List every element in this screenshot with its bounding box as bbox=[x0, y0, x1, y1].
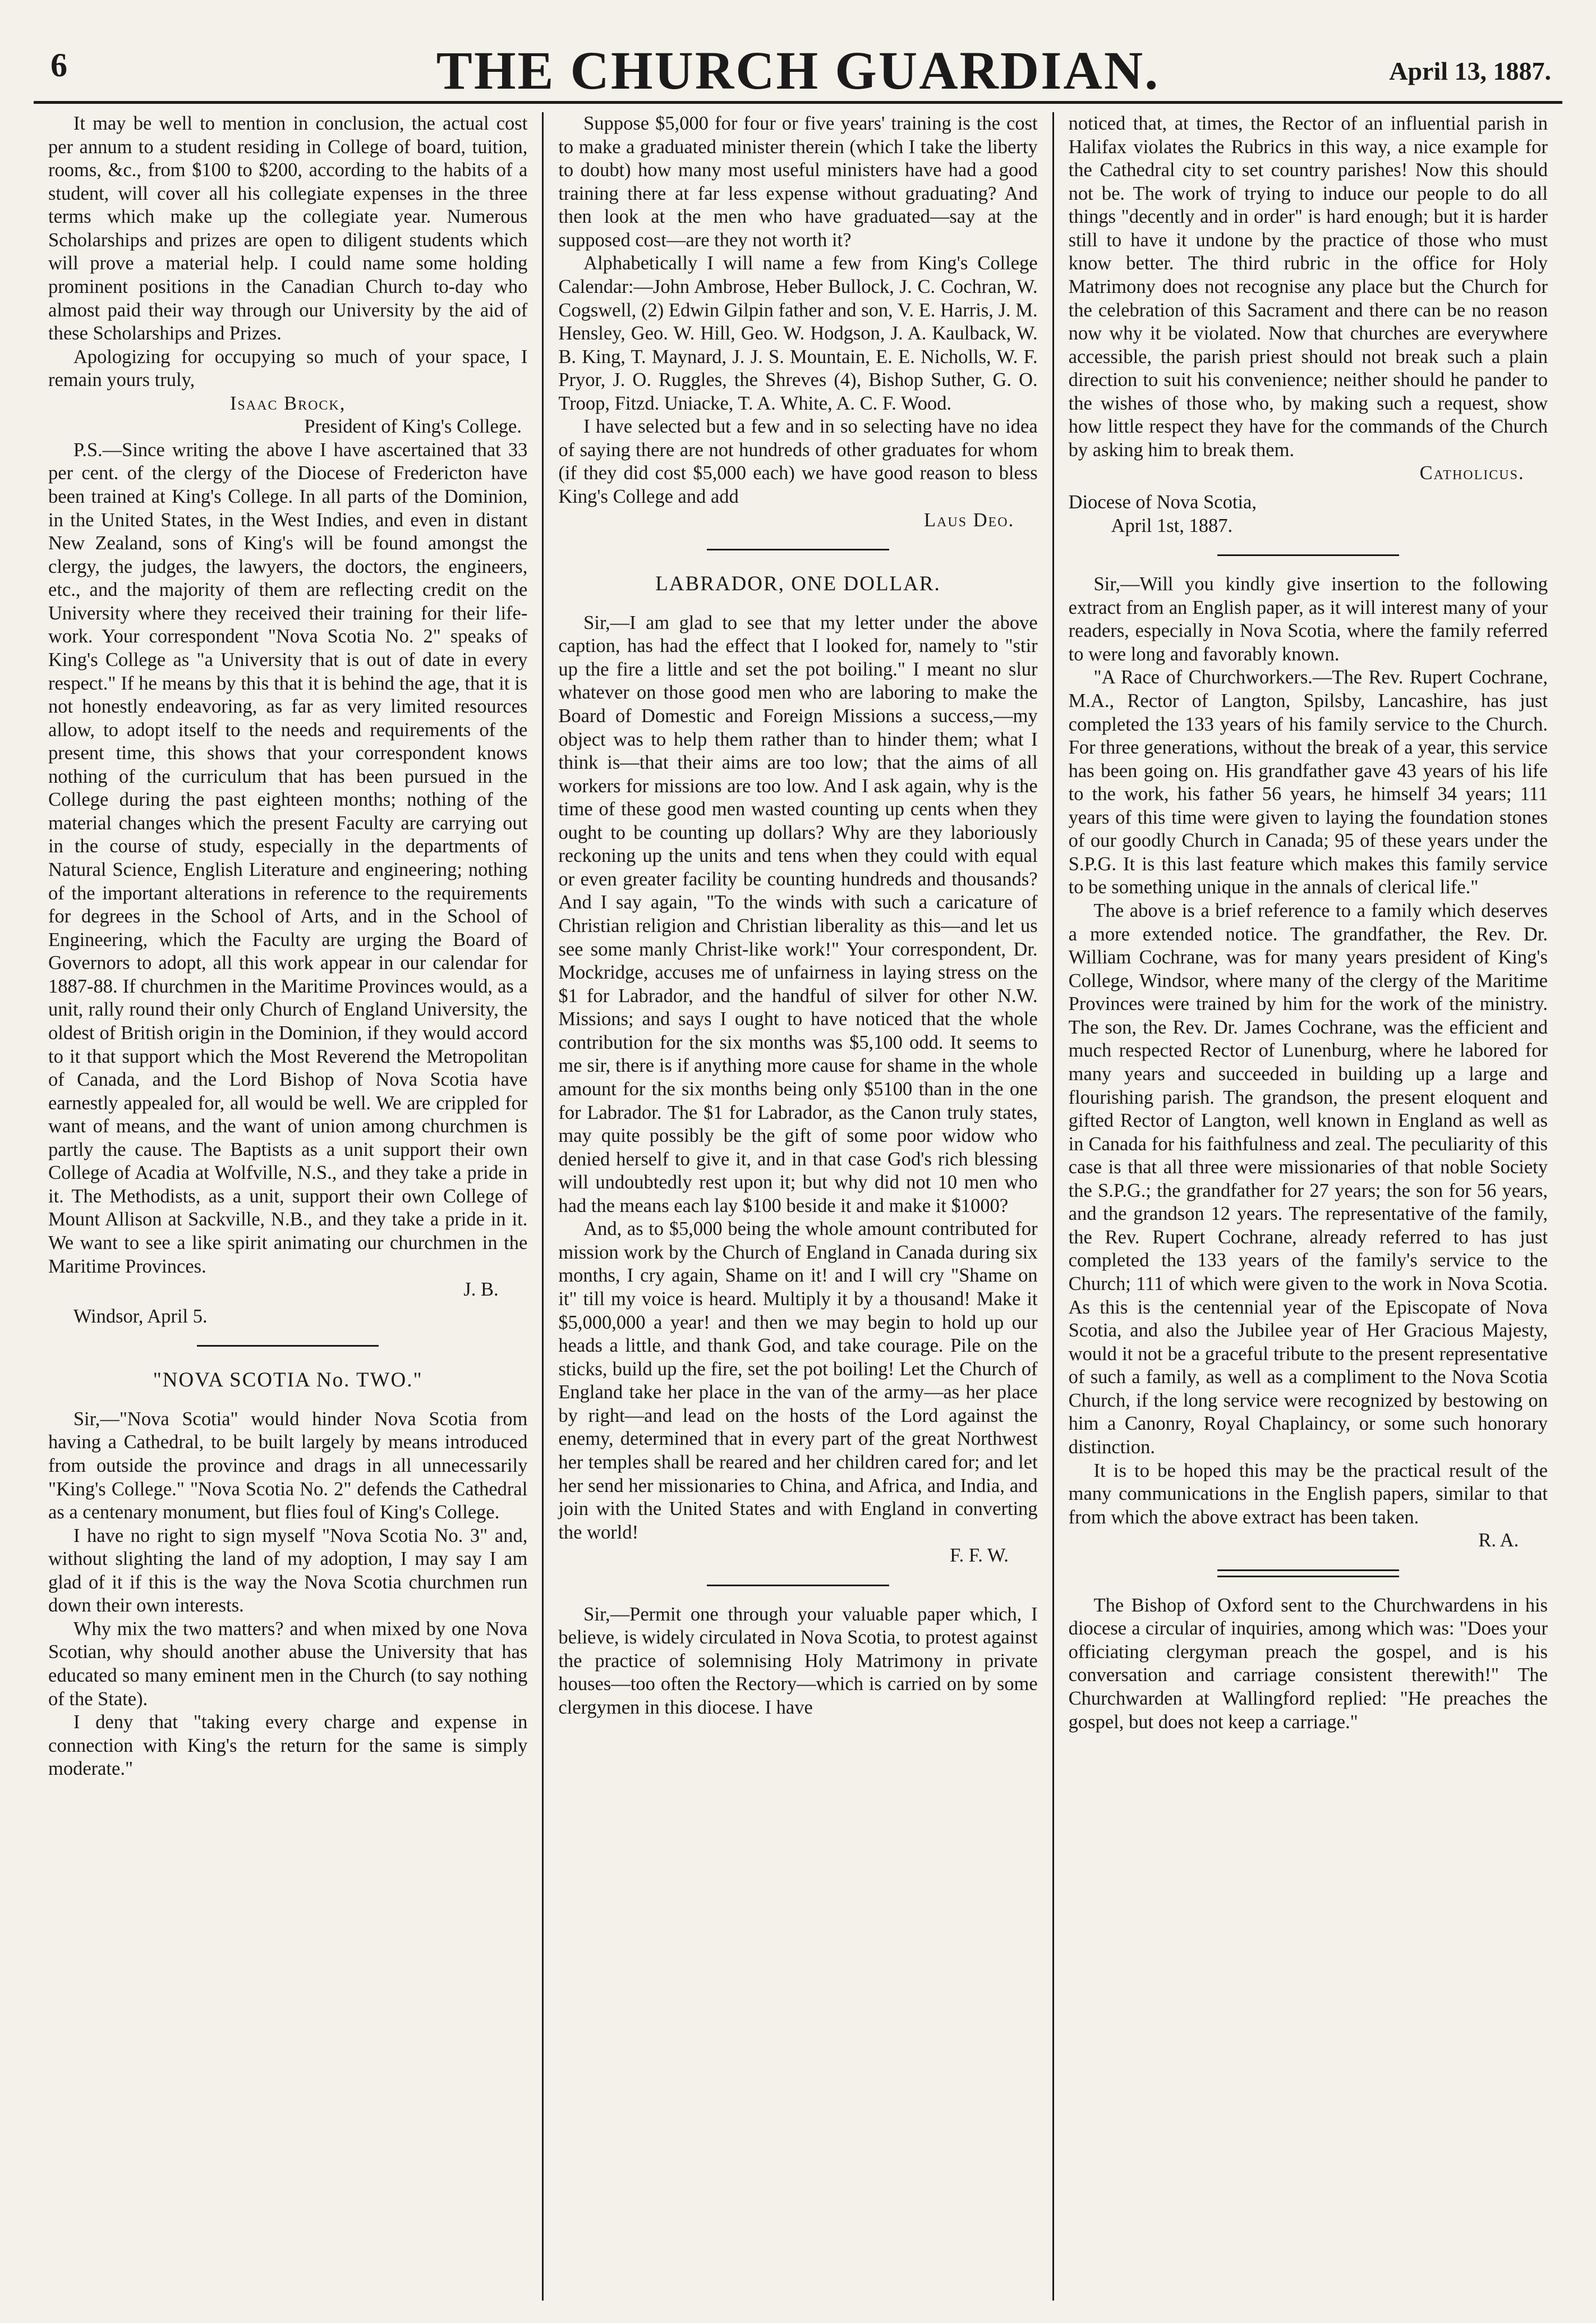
signature-initials: R. A. bbox=[1478, 1530, 1519, 1551]
article-heading-labrador: LABRADOR, ONE DOLLAR. bbox=[655, 572, 941, 596]
page-number: 6 bbox=[50, 47, 67, 84]
article-paragraph: Sir,—Will you kindly give insertion to the following extract from an English paper, as it will interest many of your readers, especially in Nova Scotia, where the family referred to were long and favorably known. bbox=[1068, 573, 1548, 665]
article-paragraph: And, as to $5,000 being the whole amount contributed for mission work by the Church of England in Canada during six months, I cry again, Shame on it! and I will cry "Shame on it" till my voice is heard. Multiply it by a thousand! Make it $5,000,000 a year! and then we may begin to hold up our heads a little, and thank God, and take courage. Pile on the sticks, build up the fire, set the pot boiling! Let the Church of England take her place in the van of the army—as her place by right—and lead on the hosts of the Lord against the enemy, determined that in every part of the great Northwest her temples shall be reared and her children cared for; and let her send her missionaries to China, and Africa, and India, and join with the United States and with England in converting the world! bbox=[558, 1218, 1038, 1543]
closing-laus-deo: Laus Deo. bbox=[924, 509, 1015, 531]
section-divider bbox=[707, 1585, 889, 1586]
signature-title: President of King's College. bbox=[304, 416, 522, 438]
signature-pseudonym: Catholicus. bbox=[1419, 462, 1525, 484]
article-paragraph: The above is a brief reference to a family which deserves a more extended notice. The grandfather, the Rev. Dr. William Cochrane, was for many years president of King's College, Windsor, where many of the clergy of the Maritime Provinces were trained by him for the work of the ministry. The son, the Rev. Dr. James Cochrane, was the efficient and much respected Rector of Lunenburg, where he labored for many years and succeeded in building up a large and flourishing parish. The grandson, the present eloquent and gifted Rector of Langton, well known in England as well as in Canada for his faithfulness and zeal. The peculiarity of this case is that all three were missionaries of that noble Society the S.P.G.; the grandfather for 27 years; the son for 56 years, and the grandson 12 years. The representative of the family, the Rev. Rupert Cochrane, already referred to has just completed the 133 years of the family's service to the Church; 111 of which were given to the work in Nova Scotia. As this is the centennial year of the Episcopate of Nova Scotia, and also the Jubilee year of Her Gracious Majesty, would it not be a graceful tribute to the present representative of such a family, as well as a compliment to the Nova Scotia Church, if the long service were recognized by bestowing on him a Canonry, Royal Chaplaincy, or some such honorary distinction. bbox=[1068, 900, 1548, 1458]
section-divider bbox=[1217, 1569, 1400, 1577]
columns bbox=[34, 112, 1562, 2301]
article-paragraph: Sir,—Permit one through your valuable paper which, I believe, is widely circulated in Nova Scotia, to protest against the practice of solemnising Holy Matrimony in private houses—too often the Rectory—which is carried on by some clergymen in this diocese. I have bbox=[558, 1603, 1038, 1719]
column-2 bbox=[542, 112, 1052, 2301]
letter-place-date bbox=[1069, 491, 1548, 538]
article-paragraph: The Bishop of Oxford sent to the Churchwardens in his diocese a circular of inquiries, among which was: "Does your officiating clergyman preach the gospel, and is his conversation and carriage consistent therewith!" The Churchwarden at Wallingford replied: "He preaches the gospel, but does not keep a carriage." bbox=[1068, 1594, 1548, 1733]
article-paragraph: noticed that, at times, the Rector of an influential parish in Halifax violates the Rubrics in this way, a nice example for the Cathedral city to set country parishes! Now this should not be. The work of trying to induce our people to do all things "decently and in order" is hard enough; but it is harder still to have it undone by the practice of those who must know better. The third rubric in the office for Holy Matrimony does not recognise any place but the Church for the celebration of this Sacrament and there can be no reason now why it be violated. Now that churches are everywhere accessible, the parish priest should not break such a plain direction to suit his convenience; neither should he pander to the wishes of those who, by making such a request, show how little respect they have for the commands of the Church by asking him to break them. bbox=[1068, 113, 1548, 461]
signature-name: Isaac Brock, bbox=[229, 392, 346, 414]
article-paragraph: Alphabetically I will name a few from King's College Calendar:—John Ambrose, Heber Bullock, J. C. Cochran, W. Cogswell, (2) Edwin Gilpin father and son, V. E. Harris, J. M. Hensley, Geo. W. Hill, Geo. W. Hodgson, J. A. Kaulback, W. B. King, T. Maynard, J. J. S. Mountain, E. E. Nicholls, W. F. Pryor, J. O. Ruggles, the Shreves (4), Bishop Suther, G. O. Troop, Fitzd. Uniacke, T. A. White, A. C. F. Wood. bbox=[558, 252, 1038, 414]
date-line: April 1st, 1887. bbox=[1111, 515, 1233, 536]
newspaper-title: THE CHURCH GUARDIAN. bbox=[436, 40, 1160, 100]
letter-conclusion-paragraph: It may be well to mention in conclusion, the actual cost per annum to a student residing in College of board, tuition, rooms, &c., from $100 to $200, according to the habits of a student, will cover all his collegiate expenses in the three terms which make up the collegiate year. Numerous Scholarships and prizes are open to diligent students which will prove a material help. I could name some holding prominent positions in the Canadian Church to-day who almost paid their way through our University by the aid of these Scholarships and Prizes. bbox=[48, 113, 528, 345]
section-divider bbox=[1217, 554, 1400, 556]
article-paragraph: I deny that "taking every charge and expense in connection with King's the return for the same is simply moderate." bbox=[48, 1711, 528, 1780]
place-line: Diocese of Nova Scotia, bbox=[1068, 492, 1257, 513]
quoted-extract: "A Race of Churchworkers.—The Rev. Rupert Cochrane, M.A., Rector of Langton, Spilsby, Lancashire, has just completed the 133 years of his family service to the Church. For three generations, without the break of a year, this service has been going on. His grandfather gave 43 years of his life to the work, his father 56 years, he himself 34 years; 111 years of this time were given to laying the foundation stones of our goodly Church in Canada; 95 of these years under the S.P.G. It is this last feature which makes this family service to be something unique in the annals of clerical life." bbox=[1068, 667, 1548, 898]
article-paragraph: Suppose $5,000 for four or five years' training is the cost to make a graduated minister therein (which I take the liberty to doubt) how many most useful ministers have had a good training there at far less expense without graduating? And then look at the men who have graduated—say at the supposed cost—are they not worth it? bbox=[558, 113, 1038, 251]
postscript-initials: J. B. bbox=[463, 1279, 499, 1301]
article-paragraph: Sir,—"Nova Scotia" would hinder Nova Scotia from having a Cathedral, to be built largely by means introduced from outside the province and drags in all unnecessarily "King's College." "Nova Scotia No. 2" defends the Cathedral as a centenary monument, but flies foul of King's College. bbox=[48, 1408, 528, 1523]
column-3 bbox=[1052, 112, 1562, 2301]
article-paragraph: Why mix the two matters? and when mixed by one Nova Scotian, why should another abuse the University that has educated so many eminent men in the Church (to say nothing of the State). bbox=[48, 1618, 528, 1710]
article-paragraph: Sir,—I am glad to see that my letter under the above caption, has had the effect that I looked for, namely to "stir up the fire a little and set the pot boiling." I meant no slur whatever on those good men who are laboring to make the Board of Domestic and Foreign Missions a success,—my object was to help them rather than to hinder them; what I think is—that their aims are too low; that the aims of all workers for missions are too low. And I ask again, why is the time of these good men wasted counting up cents when they ought to be counting up dollars? Why are they laboriously reckoning up the units and tens when they could with equal or even greater facility be counting hundreds and thousands? And I say again, "To the winds with such a caricature of Christian religion and Christian liberality as this—and let us see some manly Christ-like work!" Your correspondent, Dr. Mockridge, accuses me of unfairness in laying stress on the $1 for Labrador, and the handful of silver for other N.W. Missions; and says I ought to have noticed that the whole contribution for the six months was $5,100 odd. It seems to me sir, there is if anything more cause for shame in the whole amount for the six months being only $5100 than in the one for Labrador. The $1 for Labrador, as the Canon truly states, may quite possibly be the gift of some poor widow who denied herself to give it, and in that case God's rich blessing will undoubtedly rest upon it; but why did not 10 men who had the means each lay $100 beside it and make it $1000? bbox=[558, 612, 1038, 1216]
column-1 bbox=[34, 112, 542, 2301]
signature-initials: F. F. W. bbox=[950, 1545, 1009, 1567]
section-divider bbox=[197, 1345, 379, 1347]
article-heading-nova-scotia: "NOVA SCOTIA No. TWO." bbox=[153, 1369, 423, 1392]
issue-date: April 13, 1887. bbox=[1389, 57, 1551, 85]
letter-closing-paragraph: Apologizing for occupying so much of your space, I remain yours truly, bbox=[48, 346, 528, 391]
article-paragraph: I have selected but a few and in so selecting have no idea of saying there are not hundreds of other graduates for whom (if they did cost $5,000 each) we have good reason to bless King's College and add bbox=[558, 416, 1038, 507]
article-paragraph: It is to be hoped this may be the practical result of the many communications in the English papers, similar to that from which the above extract has been taken. bbox=[1068, 1459, 1548, 1528]
article-paragraph: I have no right to sign myself "Nova Scotia No. 3" and, without slighting the land of my adoption, I may say I am glad of it if this is the way the Nova Scotia churchmen run down their own interests. bbox=[48, 1525, 528, 1617]
section-divider bbox=[707, 549, 889, 550]
postscript-paragraph: P.S.—Since writing the above I have ascertained that 33 per cent. of the clergy of the Diocese of Fredericton have been trained at King's College. In all parts of the Dominion, in the United States, in the West Indies, and even in distant New Zealand, sons of King's will be found amongst the clergy, the judges, the lawyers, the doctors, the engineers, etc., and the majority of them are reflecting credit on the University where they received their training for their life-work. Your correspondent "Nova Scotia No. 2" speaks of King's College as "a University that is out of date in every respect." If he means by this that it is behind the age, that it is not honestly endeavoring, as far as very limited resources allow, to adopt itself to the needs and requirements of the present time, this shows that your correspondent knows nothing of the curriculum that has been pursued in the College during the past eighteen months; nothing of the material changes which the present Faculty are carrying out in the course of study, especially in the departments of Natural Science, English Literature and engineering; nothing of the important alterations in reference to the requirements for degrees in the School of Arts, and in the School of Engineering, which the Faculty are urging the Board of Governors to adopt, all this work appear in our calendar for 1887-88. If churchmen in the Maritime Provinces would, as a unit, rally round their only Church of England University, the oldest of British origin in the Dominion, if they would accord to it that support which the Most Reverend the Metropolitan of Canada, and the Lord Bishop of Nova Scotia have earnestly appealed for, all would be well. We are crippled for want of means, and the want of union among churchmen is partly the cause. The Baptists as a unit support their own College of Acadia at Wolfville, N.S., and they take a pride in it. The Methodists, as a unit, support their own College of Mount Allison at Sackville, N.B., and they take a pride in it. We want to see a like spirit animating our churchmen in the Maritime Provinces. bbox=[48, 439, 528, 1277]
masthead bbox=[34, 35, 1562, 104]
letter-place-date: Windsor, April 5. bbox=[73, 1305, 208, 1327]
